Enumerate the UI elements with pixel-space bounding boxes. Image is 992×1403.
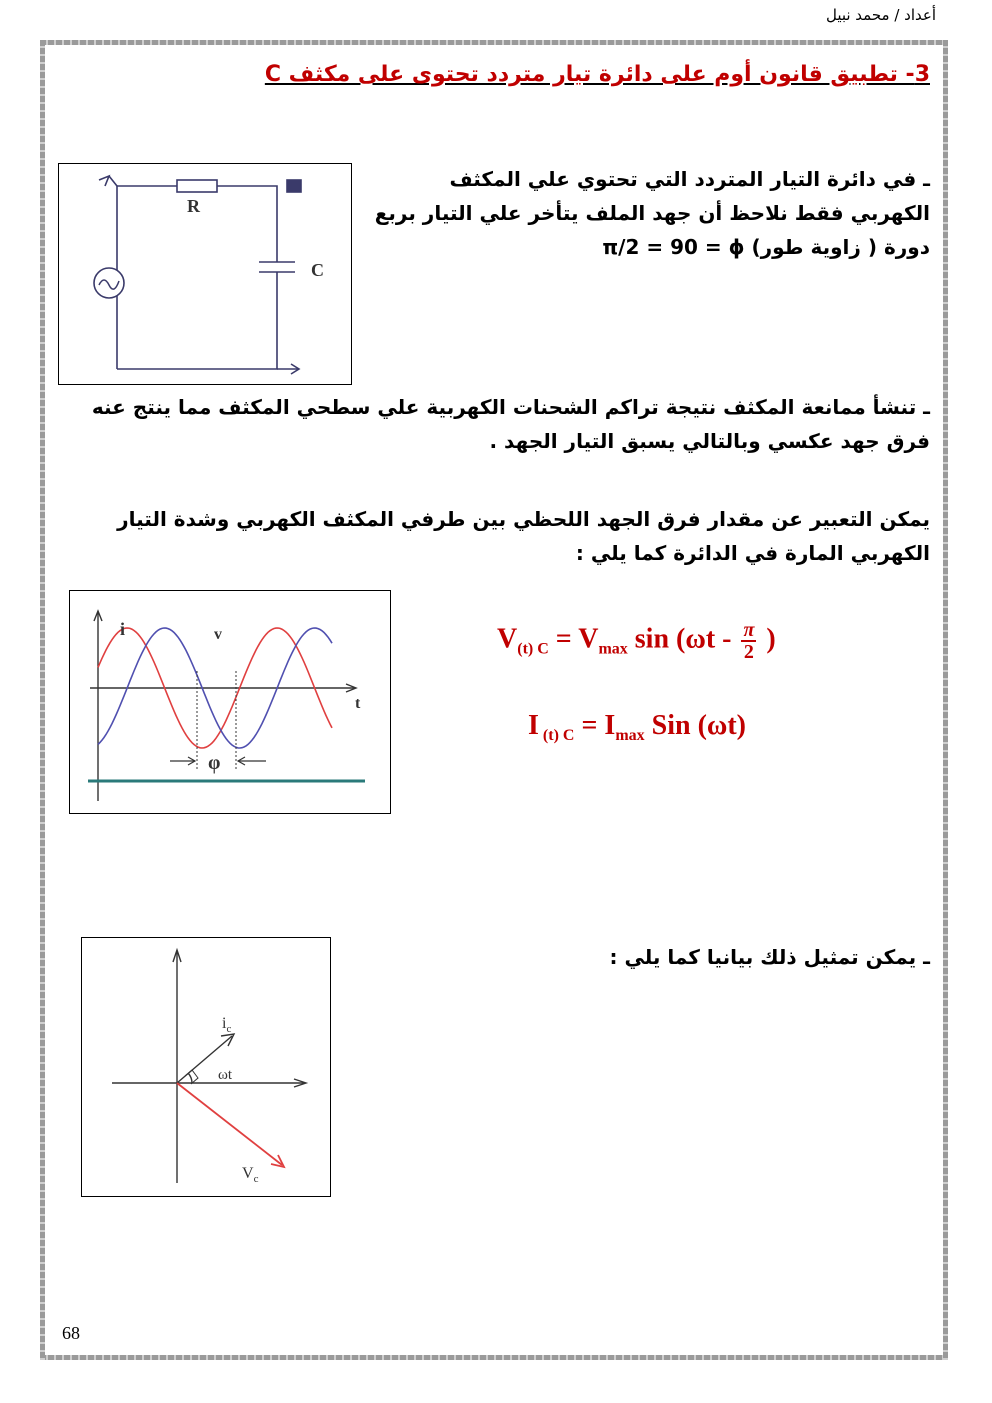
phasor-diagram	[81, 937, 331, 1197]
current-label: i	[120, 619, 126, 639]
waveform-graph	[69, 590, 391, 814]
paragraph-capacitor-reactance: ـ تنشأ ممانعة المكثف نتيجة تراكم الشحنات الكهربية علي سطحي المكثف مما ينتج عنه فرق جهد عكسي وبالتالي يسبق التيار الجهد .	[91, 395, 930, 453]
phase-angle-label: φ	[208, 752, 221, 774]
rc-circuit-diagram	[58, 163, 352, 385]
paragraph-expression-intro: يمكن التعبير عن مقدار فرق الجهد اللحظي بين طرفي المكثف الكهربي وشدة التيار الكهربي المارة في الدائرة كما يلي :	[117, 507, 930, 565]
page-number: 68	[62, 1323, 80, 1343]
voltage-equation: $V_{(t) C} = V_{max}$ sin (ωt - $\frac{\pi}{2}$ )	[497, 619, 776, 663]
time-label: t	[355, 695, 361, 712]
voltage-label: v	[214, 626, 222, 643]
ic-label: $i_c$	[222, 1015, 232, 1035]
paragraph-capacitor-phase: ـ في دائرة التيار المتردد التي تحتوي علي المكثف الكهربي فقط نلاحظ أن جهد الملف يتأخر علي التيار بربع دورة ( زاوية طور) π/2 = 90 = ϕ	[374, 167, 930, 259]
pi-over-two-fraction: $\frac{\pi}{2}$	[743, 619, 755, 663]
capacitor-label: C	[311, 260, 324, 280]
paragraph-graphical-intro: ـ يمكن تمثيل ذلك بيانيا كما يلي :	[609, 945, 930, 969]
author-credit: أعداد / محمد نبيل	[825, 6, 936, 24]
omega-t-label: ωt	[218, 1067, 233, 1083]
section-title: 3- تطبيق قانون أوم على دائرة تيار متردد تحتوى على مكثف C	[264, 62, 930, 87]
resistor-label: R	[187, 196, 200, 216]
current-equation: I $_{(t) C} = I_{max}$ Sin (ωt)	[528, 710, 747, 744]
vc-label: $V_c$	[242, 1165, 259, 1185]
